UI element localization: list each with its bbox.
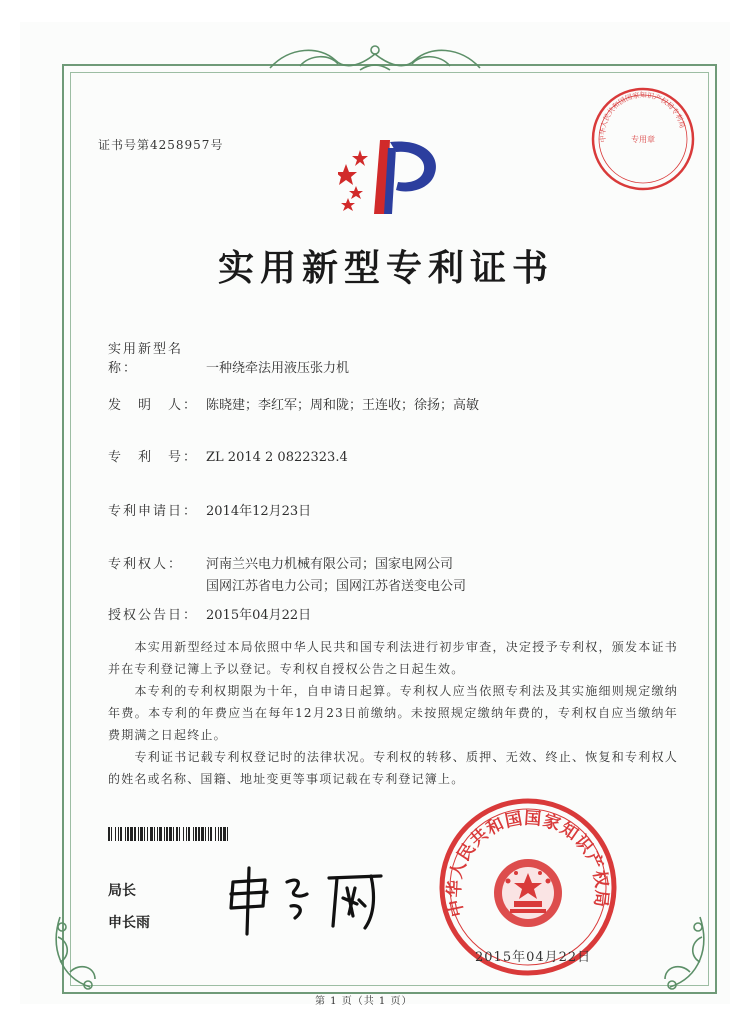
svg-text:中华人民共和国国家知识产权局专利局: 中华人民共和国国家知识产权局专利局: [598, 91, 687, 143]
field-label: 发 明 人：: [108, 398, 199, 413]
body-paragraph: 本实用新型经过本局依照中华人民共和国专利法进行初步审查，决定授予专利权，颁发本证书并在专利登记簿上予以登记。专利权自授权公告之日起生效。: [108, 640, 678, 676]
field-utility-model-name: [108, 338, 349, 376]
field-grant-date: [108, 604, 311, 623]
cnipa-logo: [338, 128, 446, 218]
leader-name: 申长雨: [108, 915, 150, 931]
body-paragraph: 专利证书记载专利权登记时的法律状况。专利权的转移、质押、无效、终止、恢复和专利权人的姓名或名称、国籍、地址变更等事项记载在专利登记簿上。: [108, 750, 678, 786]
handwritten-signature: [225, 864, 395, 938]
seal-date: 2015年04月22日: [475, 950, 592, 965]
leader-role: 局长: [108, 883, 136, 899]
field-label: 实用新型名称：: [108, 342, 184, 376]
barcode-bar: [228, 827, 230, 841]
field-value: 一种绕牵法用液压张力机: [206, 361, 350, 376]
field-patentee: [108, 553, 453, 572]
field-label: 授权公告日：: [108, 608, 199, 623]
field-value: 陈晓建；李红军；周和陇；王连收；徐扬；高敏: [206, 398, 480, 413]
field-patent-number: [108, 446, 348, 465]
field-label: 专利申请日：: [108, 504, 199, 519]
svg-text:专用章: 专用章: [631, 135, 655, 144]
top-ornament: [260, 40, 490, 76]
certificate-page: [20, 22, 730, 1007]
body-paragraph: 本专利的专利权期限为十年，自申请日起算。专利权人应当依照专利法及其实施细则规定缴纳年费。本专利的年费应当在每年12月23日前缴纳。未按照规定缴纳年费的，专利权自应当缴纳年费期满之日起终止。: [108, 684, 678, 742]
field-label: 专利权人：: [108, 557, 184, 572]
field-value: 2015年04月22日: [206, 608, 312, 623]
certificate-number: 证书号第4258957号: [98, 138, 224, 152]
field-value: 2014年12月23日: [206, 504, 312, 519]
svg-text:中华人民共和国国家知识产权局: 中华人民共和国国家知识产权局: [444, 808, 612, 919]
field-application-date: [108, 500, 311, 519]
field-patentee-continued: 国网江苏省电力公司；国网江苏省送变电公司: [206, 579, 467, 594]
field-inventors: [108, 394, 479, 413]
corner-ornament-right: [640, 907, 720, 997]
field-value: 河南兰兴电力机械有限公司；国家电网公司: [206, 557, 454, 572]
field-label: 专 利 号：: [108, 450, 199, 465]
small-stamp: [588, 84, 698, 194]
field-value: ZL 2014 2 0822323.4: [206, 450, 348, 465]
barcode: [108, 827, 330, 841]
page-number: 第 1 页（共 1 页）: [315, 996, 413, 1007]
page-title: 实用新型专利证书: [218, 247, 555, 289]
